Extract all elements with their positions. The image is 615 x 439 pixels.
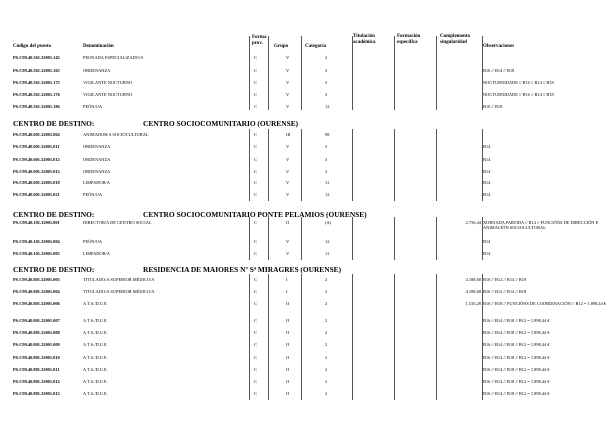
row-observaciones: B14 [483, 157, 491, 162]
row-denomination: ANIMADOR/A SOCIOCULTURAL [83, 132, 149, 137]
row-observaciones: XORNADA PARTIDA // B14 // FUNCIÓNS DE DIRECCIÓN E ANIMACIÓN SOCIOCULTURAL [483, 220, 599, 230]
row-grupo: II [286, 367, 289, 372]
row-code: PS.C99.40.001.32001.011 [13, 144, 60, 149]
row-denomination: PEÓN/OA [83, 239, 103, 244]
row-code: PS.C99.40.801.32001.013 [13, 391, 60, 396]
row-categoria: 12 [325, 239, 330, 244]
table-row [0, 239, 615, 250]
row-forma: C [254, 239, 257, 244]
row-code: PS.C99.40.001.32001.018 [13, 180, 60, 185]
row-observaciones: NOCTURNIDADE // B16 // B14 // B18 [483, 92, 554, 97]
row-observaciones: B16 // B14 // B18 // B12 = 1.898,44 € [483, 342, 550, 347]
table-row [0, 144, 615, 155]
row-observaciones: B16 // B14 // B18 // B12 = 1.898,44 € [483, 379, 550, 384]
header-grupo: Grupo [274, 44, 289, 49]
row-categoria: 3 [325, 144, 328, 149]
row-observaciones: B16 // B14 // B18 // B12 = 1.898,44 € [483, 355, 550, 360]
row-forma: C [254, 80, 257, 85]
table-row [0, 220, 615, 231]
row-denomination: PEONADA ESPECIALIZADO/A [83, 55, 144, 60]
table-row [0, 132, 615, 143]
table-row [0, 55, 615, 66]
section-label: CENTRO DE DESTINO: [13, 265, 95, 274]
table-row [0, 318, 615, 329]
row-forma: C [254, 391, 257, 396]
row-categoria: 2 [325, 391, 328, 396]
row-code: PS.C99.40.801.32001.011 [13, 367, 60, 372]
row-grupo: II [286, 391, 289, 396]
section-label: CENTRO DE DESTINO: [13, 119, 95, 128]
row-grupo: V [286, 55, 290, 60]
row-observaciones: B16 // B12 // B14 // B18 [483, 289, 527, 294]
table-row [0, 379, 615, 390]
table-row [0, 301, 615, 312]
row-categoria: 3 [325, 68, 328, 73]
row-denomination: LIMPADOR/A [83, 251, 110, 256]
row-forma: C [254, 289, 257, 294]
row-forma: C [254, 132, 257, 137]
row-observaciones: B16 // B18 // FUNCIÓNS DE COORDINACIÓN // B12 = 1.898,44 € [483, 301, 607, 306]
row-forma: C [254, 68, 257, 73]
row-complemento: 2.756,44 [465, 220, 481, 225]
row-code: PS.C99.40.801.32001.004 [13, 289, 60, 294]
row-categoria: 2 [325, 355, 328, 360]
row-forma: C [254, 220, 257, 225]
row-code: PS.C99.40.801.32001.003 [13, 277, 60, 282]
row-forma: C [254, 192, 257, 197]
row-denomination: A.T.S./D.U.E. [83, 301, 108, 306]
row-code: PS.C99.40.801.32001.006 [13, 301, 60, 306]
row-categoria: 2 [325, 289, 328, 294]
row-denomination: PEÓN/OA [83, 192, 103, 197]
row-grupo: V [286, 144, 290, 149]
row-categoria: 2 [325, 301, 328, 306]
row-code: PS.C99.40.361.32001.175 [13, 80, 60, 85]
row-denomination: A.T.S./D.U.E. [83, 342, 108, 347]
row-denomination: VIGILANTE NOCTURNO [83, 80, 133, 85]
row-categoria: 3 [325, 92, 328, 97]
row-categoria: 12 [325, 104, 330, 109]
row-categoria: 3 [325, 157, 328, 162]
row-observaciones: B14 [483, 180, 491, 185]
table-row [0, 180, 615, 191]
row-denomination: A.T.S./D.U.E. [83, 355, 108, 360]
row-denomination: LIMPADOR/A [83, 180, 110, 185]
row-code: PS.C99.40.801.32001.009 [13, 342, 60, 347]
table-row [0, 68, 615, 79]
table-row [0, 355, 615, 366]
row-grupo: II [286, 355, 289, 360]
row-denomination: A.T.S./D.U.E. [83, 318, 108, 323]
row-observaciones: B16 // B14 // B18 [483, 68, 515, 73]
row-code: PS.C99.40.001.32001.012 [13, 157, 60, 162]
row-forma: C [254, 301, 257, 306]
row-grupo: I [286, 277, 288, 282]
row-complemento: 4.188,68 [465, 289, 481, 294]
row-denomination: ORDENANZA [83, 144, 111, 149]
row-forma: C [254, 379, 257, 384]
row-categoria: 11 [325, 180, 330, 185]
header-categoria: Categoría [305, 44, 327, 49]
section-name: CENTRO SOCIOCOMUNITARIO PONTE PELAMIOS (OURENSE) [143, 210, 367, 219]
row-code: PS.C99.40.361.32001.145 [13, 55, 60, 60]
row-observaciones: B14 [483, 169, 491, 174]
row-observaciones: B14 [483, 144, 491, 149]
row-categoria: 12 [325, 192, 330, 197]
row-denomination: A.T.S./D.U.E. [83, 379, 108, 384]
row-code: PS.C99.40.101.32001.001 [13, 220, 60, 225]
row-categoria: 2 [325, 277, 328, 282]
row-categoria: 2 [325, 367, 328, 372]
row-grupo: III [286, 132, 291, 137]
row-denomination: TITULADO/A SUPERIOR MÉDICO/A [83, 277, 155, 282]
table-row [0, 289, 615, 300]
row-denomination: A.T.S./D.U.E. [83, 330, 108, 335]
header-code: Código del puesto [13, 44, 52, 49]
table-row [0, 104, 615, 115]
section-label: CENTRO DE DESTINO: [13, 210, 95, 219]
row-code: PS.C99.40.801.32001.007 [13, 318, 60, 323]
row-code: PS.C99.40.001.32001.004 [13, 132, 60, 137]
row-forma: C [254, 92, 257, 97]
row-grupo: V [286, 169, 290, 174]
row-denomination: A.T.S./D.U.E. [83, 367, 108, 372]
row-categoria: 98 [325, 132, 330, 137]
row-complemento: 4.188,68 [465, 277, 481, 282]
row-grupo: V [286, 104, 290, 109]
row-observaciones: B16 // B14 // B18 // B12 = 1.898,44 € [483, 330, 550, 335]
row-observaciones: B14 [483, 192, 491, 197]
table-row [0, 92, 615, 103]
row-denomination: ORDENANZA [83, 169, 111, 174]
row-forma: C [254, 277, 257, 282]
row-grupo: V [286, 157, 290, 162]
row-forma: C [254, 330, 257, 335]
row-grupo: V [286, 251, 290, 256]
row-code: PS.C99.40.801.32001.008 [13, 330, 60, 335]
row-grupo: II [286, 301, 289, 306]
row-forma: C [254, 104, 257, 109]
row-code: PS.C99.40.361.32001.176 [13, 92, 60, 97]
row-categoria: 2 [325, 55, 328, 60]
row-forma: C [254, 251, 257, 256]
row-grupo: II [286, 342, 289, 347]
row-grupo: I [286, 289, 288, 294]
row-categoria: 2 [325, 379, 328, 384]
row-categoria: 2 [325, 330, 328, 335]
row-denomination: TITULADO/A SUPERIOR MÉDICO/A [83, 289, 155, 294]
table-row [0, 169, 615, 180]
header-formacion: Formación específica [397, 34, 421, 45]
row-code: PS.C99.40.361.32001.186 [13, 104, 60, 109]
row-observaciones: B14 [483, 239, 491, 244]
table-row [0, 367, 615, 378]
row-grupo: II [286, 220, 289, 225]
row-forma: C [254, 55, 257, 60]
row-categoria: 2 [325, 318, 328, 323]
table-row [0, 277, 615, 288]
row-categoria: 11 [325, 251, 330, 256]
row-forma: C [254, 367, 257, 372]
row-forma: C [254, 318, 257, 323]
row-categoria: 2 [325, 342, 328, 347]
row-grupo: V [286, 92, 290, 97]
table-row [0, 80, 615, 91]
row-denomination: A.T.S./D.U.E. [83, 391, 108, 396]
row-denomination: PEÓN/OA [83, 104, 103, 109]
row-grupo: V [286, 180, 290, 185]
row-observaciones: B16 // B12 // B14 // B18 [483, 277, 527, 282]
row-categoria: 3 [325, 80, 328, 85]
header-denomination: Denominación [83, 44, 114, 49]
row-code: PS.C99.40.361.32001.165 [13, 68, 60, 73]
row-observaciones: B16 // B14 // B18 // B12 = 1.898,44 € [483, 318, 550, 323]
table-row [0, 342, 615, 353]
row-forma: C [254, 342, 257, 347]
row-grupo: V [286, 239, 290, 244]
row-observaciones: NOCTURNIDADE // B16 // B14 // B18 [483, 80, 554, 85]
row-code: PS.C99.40.101.32001.004 [13, 239, 60, 244]
row-denomination: DIRECTOR/A DE CENTRO SOCIAL [83, 220, 152, 225]
row-complemento: 1.535,28 [465, 301, 481, 306]
row-code: PS.C99.40.001.32001.013 [13, 169, 60, 174]
table-row [0, 391, 615, 402]
row-categoria: (A) [325, 220, 332, 225]
row-forma: C [254, 180, 257, 185]
row-forma: C [254, 169, 257, 174]
section-name: RESIDENCIA DE MAIORES Nº Sª MIRAGRES (OURENSE) [143, 265, 342, 274]
row-denomination: ORDENANZA [83, 157, 111, 162]
row-grupo: V [286, 68, 290, 73]
row-code: PS.C99.40.001.32001.021 [13, 192, 60, 197]
row-code: PS.C99.40.801.32001.010 [13, 355, 60, 360]
section-name: CENTRO SOCIOCOMUNITARIO (OURENSE) [143, 119, 299, 128]
row-observaciones: B16 // B18 [483, 104, 503, 109]
row-denomination: VIGILANTE NOCTURNO [83, 92, 133, 97]
row-grupo: V [286, 192, 290, 197]
header-complemento: Complemento singularidad [440, 34, 470, 45]
row-observaciones: B14 [483, 251, 491, 256]
row-grupo: II [286, 318, 289, 323]
row-grupo: II [286, 379, 289, 384]
row-observaciones: B16 // B14 // B18 // B12 = 1.898,44 € [483, 367, 550, 372]
table-row [0, 157, 615, 168]
row-observaciones: B16 // B14 // B18 // B12 = 1.898,44 € [483, 391, 550, 396]
table-row [0, 330, 615, 341]
header-observaciones: Observaciones [483, 44, 515, 49]
column-header [0, 34, 615, 50]
row-forma: C [254, 144, 257, 149]
row-code: PS.C99.40.101.32001.005 [13, 251, 60, 256]
table-row [0, 251, 615, 262]
row-grupo: II [286, 330, 289, 335]
row-code: PS.C99.40.801.32001.012 [13, 379, 60, 384]
header-forma-prov: Forma prov. [252, 35, 267, 46]
row-forma: C [254, 157, 257, 162]
table-row [0, 192, 615, 203]
header-titulacion: Titulación académica [353, 34, 376, 45]
row-grupo: V [286, 80, 290, 85]
row-denomination: ORDENANZA [83, 68, 111, 73]
row-categoria: 3 [325, 169, 328, 174]
row-forma: C [254, 355, 257, 360]
